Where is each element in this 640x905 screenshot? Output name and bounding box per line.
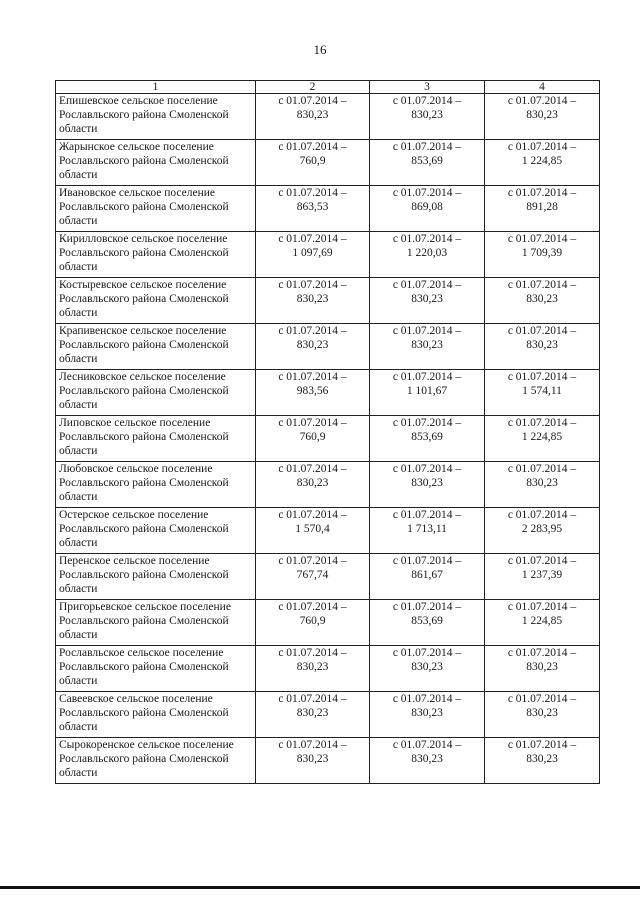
rate-cell-col2 xyxy=(256,646,370,692)
rate-cell-col2 xyxy=(256,140,370,186)
rate-cell-col4 xyxy=(485,692,600,738)
rate-date: с 01.07.2014 – xyxy=(507,555,577,567)
rate-date: с 01.07.2014 – xyxy=(278,279,347,291)
table-row xyxy=(56,462,600,508)
rate-cell-col3 xyxy=(370,692,485,738)
rate-value: 830,23 xyxy=(526,477,558,489)
rate-date: с 01.07.2014 – xyxy=(278,647,347,659)
settlement-name: Кирилловское сельское поселение Рославльского района Смоленской области xyxy=(56,232,256,278)
rate-cell-col3 xyxy=(370,324,485,370)
rate-value: 853,69 xyxy=(411,155,443,167)
rate-cell-col3 xyxy=(370,416,485,462)
rate-cell-col2 xyxy=(256,232,370,278)
rate-value: 830,23 xyxy=(296,109,329,121)
table-row xyxy=(56,278,600,324)
rate-value: 1 713,11 xyxy=(407,523,447,535)
rate-cell-col4 xyxy=(485,646,600,692)
rate-cell-col3 xyxy=(370,508,485,554)
rate-value: 760,9 xyxy=(299,431,326,443)
rate-date: с 01.07.2014 – xyxy=(392,693,462,705)
settlement-name: Липовское сельское поселение Рославльского района Смоленской области xyxy=(56,416,256,462)
rate-value: 767,74 xyxy=(296,569,329,581)
table-row xyxy=(56,508,600,554)
table-row xyxy=(56,94,600,140)
rate-date: с 01.07.2014 – xyxy=(392,187,462,199)
rate-date: с 01.07.2014 – xyxy=(392,141,462,153)
rate-date: с 01.07.2014 – xyxy=(278,95,347,107)
column-header-1: 1 xyxy=(56,81,256,94)
table-body xyxy=(56,94,600,784)
rate-date: с 01.07.2014 – xyxy=(392,601,462,613)
rate-cell-col4 xyxy=(485,94,600,140)
rate-date: с 01.07.2014 – xyxy=(392,509,462,521)
rate-date: с 01.07.2014 – xyxy=(392,371,462,383)
rate-date: с 01.07.2014 – xyxy=(507,95,577,107)
settlement-name: Костыревское сельское поселение Рославльского района Смоленской области xyxy=(56,278,256,324)
settlement-name: Любовское сельское поселение Рославльского района Смоленской области xyxy=(56,462,256,508)
rate-value: 2 283,95 xyxy=(521,523,563,535)
table-row xyxy=(56,600,600,646)
rate-value: 830,23 xyxy=(411,753,443,765)
rate-cell-col4 xyxy=(485,554,600,600)
rate-cell-col2 xyxy=(256,186,370,232)
rate-date: с 01.07.2014 – xyxy=(278,417,347,429)
rate-cell-col3 xyxy=(370,94,485,140)
settlement-name: Пригорьевское сельское поселение Рославльского района Смоленской области xyxy=(56,600,256,646)
table-row xyxy=(56,554,600,600)
rate-date: с 01.07.2014 – xyxy=(278,141,347,153)
rate-value: 830,23 xyxy=(411,109,443,121)
rate-value: 853,69 xyxy=(411,431,443,443)
settlement-name: Ивановское сельское поселение Рославльского района Смоленской области xyxy=(56,186,256,232)
table-row xyxy=(56,416,600,462)
rate-cell-col3 xyxy=(370,370,485,416)
rate-date: с 01.07.2014 – xyxy=(392,325,462,337)
rate-date: с 01.07.2014 – xyxy=(278,693,347,705)
rate-date: с 01.07.2014 – xyxy=(392,417,462,429)
rate-cell-col4 xyxy=(485,508,600,554)
rate-date: с 01.07.2014 – xyxy=(278,601,347,613)
rate-date: с 01.07.2014 – xyxy=(507,647,577,659)
rate-date: с 01.07.2014 – xyxy=(507,141,577,153)
rate-cell-col3 xyxy=(370,738,485,784)
rate-cell-col3 xyxy=(370,554,485,600)
rate-cell-col4 xyxy=(485,600,600,646)
rate-cell-col3 xyxy=(370,462,485,508)
rate-value: 1 224,85 xyxy=(521,615,563,627)
rate-date: с 01.07.2014 – xyxy=(507,463,577,475)
rate-value: 830,23 xyxy=(526,339,558,351)
rate-date: с 01.07.2014 – xyxy=(507,233,577,245)
rate-value: 760,9 xyxy=(299,155,326,167)
rate-cell-col4 xyxy=(485,186,600,232)
rate-cell-col2 xyxy=(256,416,370,462)
rate-value: 830,23 xyxy=(526,293,558,305)
rate-cell-col2 xyxy=(256,508,370,554)
rate-date: с 01.07.2014 – xyxy=(507,279,577,291)
rate-cell-col3 xyxy=(370,646,485,692)
settlement-name: Рославльское сельское поселение Рославльского района Смоленской области xyxy=(56,646,256,692)
rate-value: 1 220,03 xyxy=(406,247,448,259)
page-bottom-rule xyxy=(0,886,640,889)
rate-cell-col4 xyxy=(485,462,600,508)
rate-date: с 01.07.2014 – xyxy=(392,95,462,107)
rate-value: 830,23 xyxy=(296,753,329,765)
rate-cell-col2 xyxy=(256,94,370,140)
rate-cell-col2 xyxy=(256,278,370,324)
rate-cell-col2 xyxy=(256,370,370,416)
table-row xyxy=(56,186,600,232)
rate-value: 861,67 xyxy=(411,569,443,581)
rate-date: с 01.07.2014 – xyxy=(392,233,462,245)
table-row xyxy=(56,646,600,692)
table-row xyxy=(56,370,600,416)
rate-date: с 01.07.2014 – xyxy=(392,739,462,751)
settlement-name: Лесниковское сельское поселение Рославльского района Смоленской области xyxy=(56,370,256,416)
rate-cell-col3 xyxy=(370,186,485,232)
rate-cell-col2 xyxy=(256,462,370,508)
rate-cell-col3 xyxy=(370,278,485,324)
rate-value: 1 237,39 xyxy=(521,569,563,581)
rate-date: с 01.07.2014 – xyxy=(392,647,462,659)
rate-date: с 01.07.2014 – xyxy=(278,509,347,521)
rate-value: 869,08 xyxy=(411,201,443,213)
rate-value: 830,23 xyxy=(296,339,329,351)
settlement-name: Жарынское сельское поселение Рославльского района Смоленской области xyxy=(56,140,256,186)
rate-value: 830,23 xyxy=(526,661,558,673)
table-row xyxy=(56,232,600,278)
rate-value: 983,56 xyxy=(296,385,329,397)
settlement-name: Епишевское сельское поселение Рославльского района Смоленской области xyxy=(56,94,256,140)
rate-cell-col2 xyxy=(256,692,370,738)
rate-value: 1 097,69 xyxy=(292,247,333,259)
rate-value: 760,9 xyxy=(299,615,326,627)
rate-date: с 01.07.2014 – xyxy=(278,233,347,245)
rate-value: 830,23 xyxy=(296,707,329,719)
rate-value: 830,23 xyxy=(411,661,443,673)
rate-value: 830,23 xyxy=(526,109,558,121)
settlement-name: Перенское сельское поселение Рославльского района Смоленской области xyxy=(56,554,256,600)
rate-value: 863,53 xyxy=(296,201,329,213)
rate-date: с 01.07.2014 – xyxy=(278,739,347,751)
rate-cell-col4 xyxy=(485,416,600,462)
rate-date: с 01.07.2014 – xyxy=(507,601,577,613)
rate-cell-col4 xyxy=(485,232,600,278)
table-row xyxy=(56,324,600,370)
rate-value: 830,23 xyxy=(296,477,329,489)
column-header-4: 4 xyxy=(485,81,600,94)
rate-date: с 01.07.2014 – xyxy=(507,417,577,429)
rate-value: 853,69 xyxy=(411,615,443,627)
rate-value: 830,23 xyxy=(296,293,329,305)
table-row xyxy=(56,738,600,784)
rate-cell-col3 xyxy=(370,232,485,278)
rate-value: 830,23 xyxy=(411,707,443,719)
rate-date: с 01.07.2014 – xyxy=(507,371,577,383)
rate-cell-col2 xyxy=(256,738,370,784)
rate-date: с 01.07.2014 – xyxy=(278,555,347,567)
rate-date: с 01.07.2014 – xyxy=(507,509,577,521)
rate-date: с 01.07.2014 – xyxy=(278,463,347,475)
rate-value: 1 574,11 xyxy=(522,385,562,397)
rate-cell-col3 xyxy=(370,600,485,646)
rate-value: 830,23 xyxy=(411,477,443,489)
rate-date: с 01.07.2014 – xyxy=(507,693,577,705)
rate-date: с 01.07.2014 – xyxy=(507,739,577,751)
rate-value: 830,23 xyxy=(526,707,558,719)
rate-date: с 01.07.2014 – xyxy=(392,279,462,291)
rate-date: с 01.07.2014 – xyxy=(278,325,347,337)
rate-value: 891,28 xyxy=(526,201,558,213)
settlement-name: Савеевское сельское поселение Рославльского района Смоленской области xyxy=(56,692,256,738)
rate-cell-col4 xyxy=(485,738,600,784)
tariff-table xyxy=(55,80,600,784)
rate-date: с 01.07.2014 – xyxy=(278,187,347,199)
rate-cell-col2 xyxy=(256,554,370,600)
rate-value: 830,23 xyxy=(296,661,329,673)
rate-date: с 01.07.2014 – xyxy=(278,371,347,383)
rate-value: 1 101,67 xyxy=(406,385,448,397)
rate-value: 830,23 xyxy=(526,753,558,765)
rate-date: с 01.07.2014 – xyxy=(392,555,462,567)
settlement-name: Остерское сельское поселение Рославльского района Смоленской области xyxy=(56,508,256,554)
rate-value: 1 224,85 xyxy=(521,155,563,167)
settlement-name: Крапивенское сельское поселение Рославльского района Смоленской области xyxy=(56,324,256,370)
settlement-name: Сырокоренское сельское поселение Рославльского района Смоленской области xyxy=(56,738,256,784)
rate-cell-col2 xyxy=(256,600,370,646)
page-number: 16 xyxy=(313,42,327,57)
rate-date: с 01.07.2014 – xyxy=(392,463,462,475)
rate-value: 1 709,39 xyxy=(521,247,563,259)
rate-value: 830,23 xyxy=(411,339,443,351)
rate-value: 1 570,4 xyxy=(295,523,330,535)
table-row xyxy=(56,692,600,738)
column-header-3: 3 xyxy=(370,81,485,94)
rate-value: 830,23 xyxy=(411,293,443,305)
rate-cell-col4 xyxy=(485,278,600,324)
rate-date: с 01.07.2014 – xyxy=(507,325,577,337)
table-row xyxy=(56,140,600,186)
rate-cell-col2 xyxy=(256,324,370,370)
rate-cell-col4 xyxy=(485,370,600,416)
column-header-2: 2 xyxy=(256,81,370,94)
rate-cell-col3 xyxy=(370,140,485,186)
rate-value: 1 224,85 xyxy=(521,431,563,443)
rate-cell-col4 xyxy=(485,324,600,370)
table-header-row xyxy=(56,81,600,94)
rate-cell-col4 xyxy=(485,140,600,186)
rate-date: с 01.07.2014 – xyxy=(507,187,577,199)
